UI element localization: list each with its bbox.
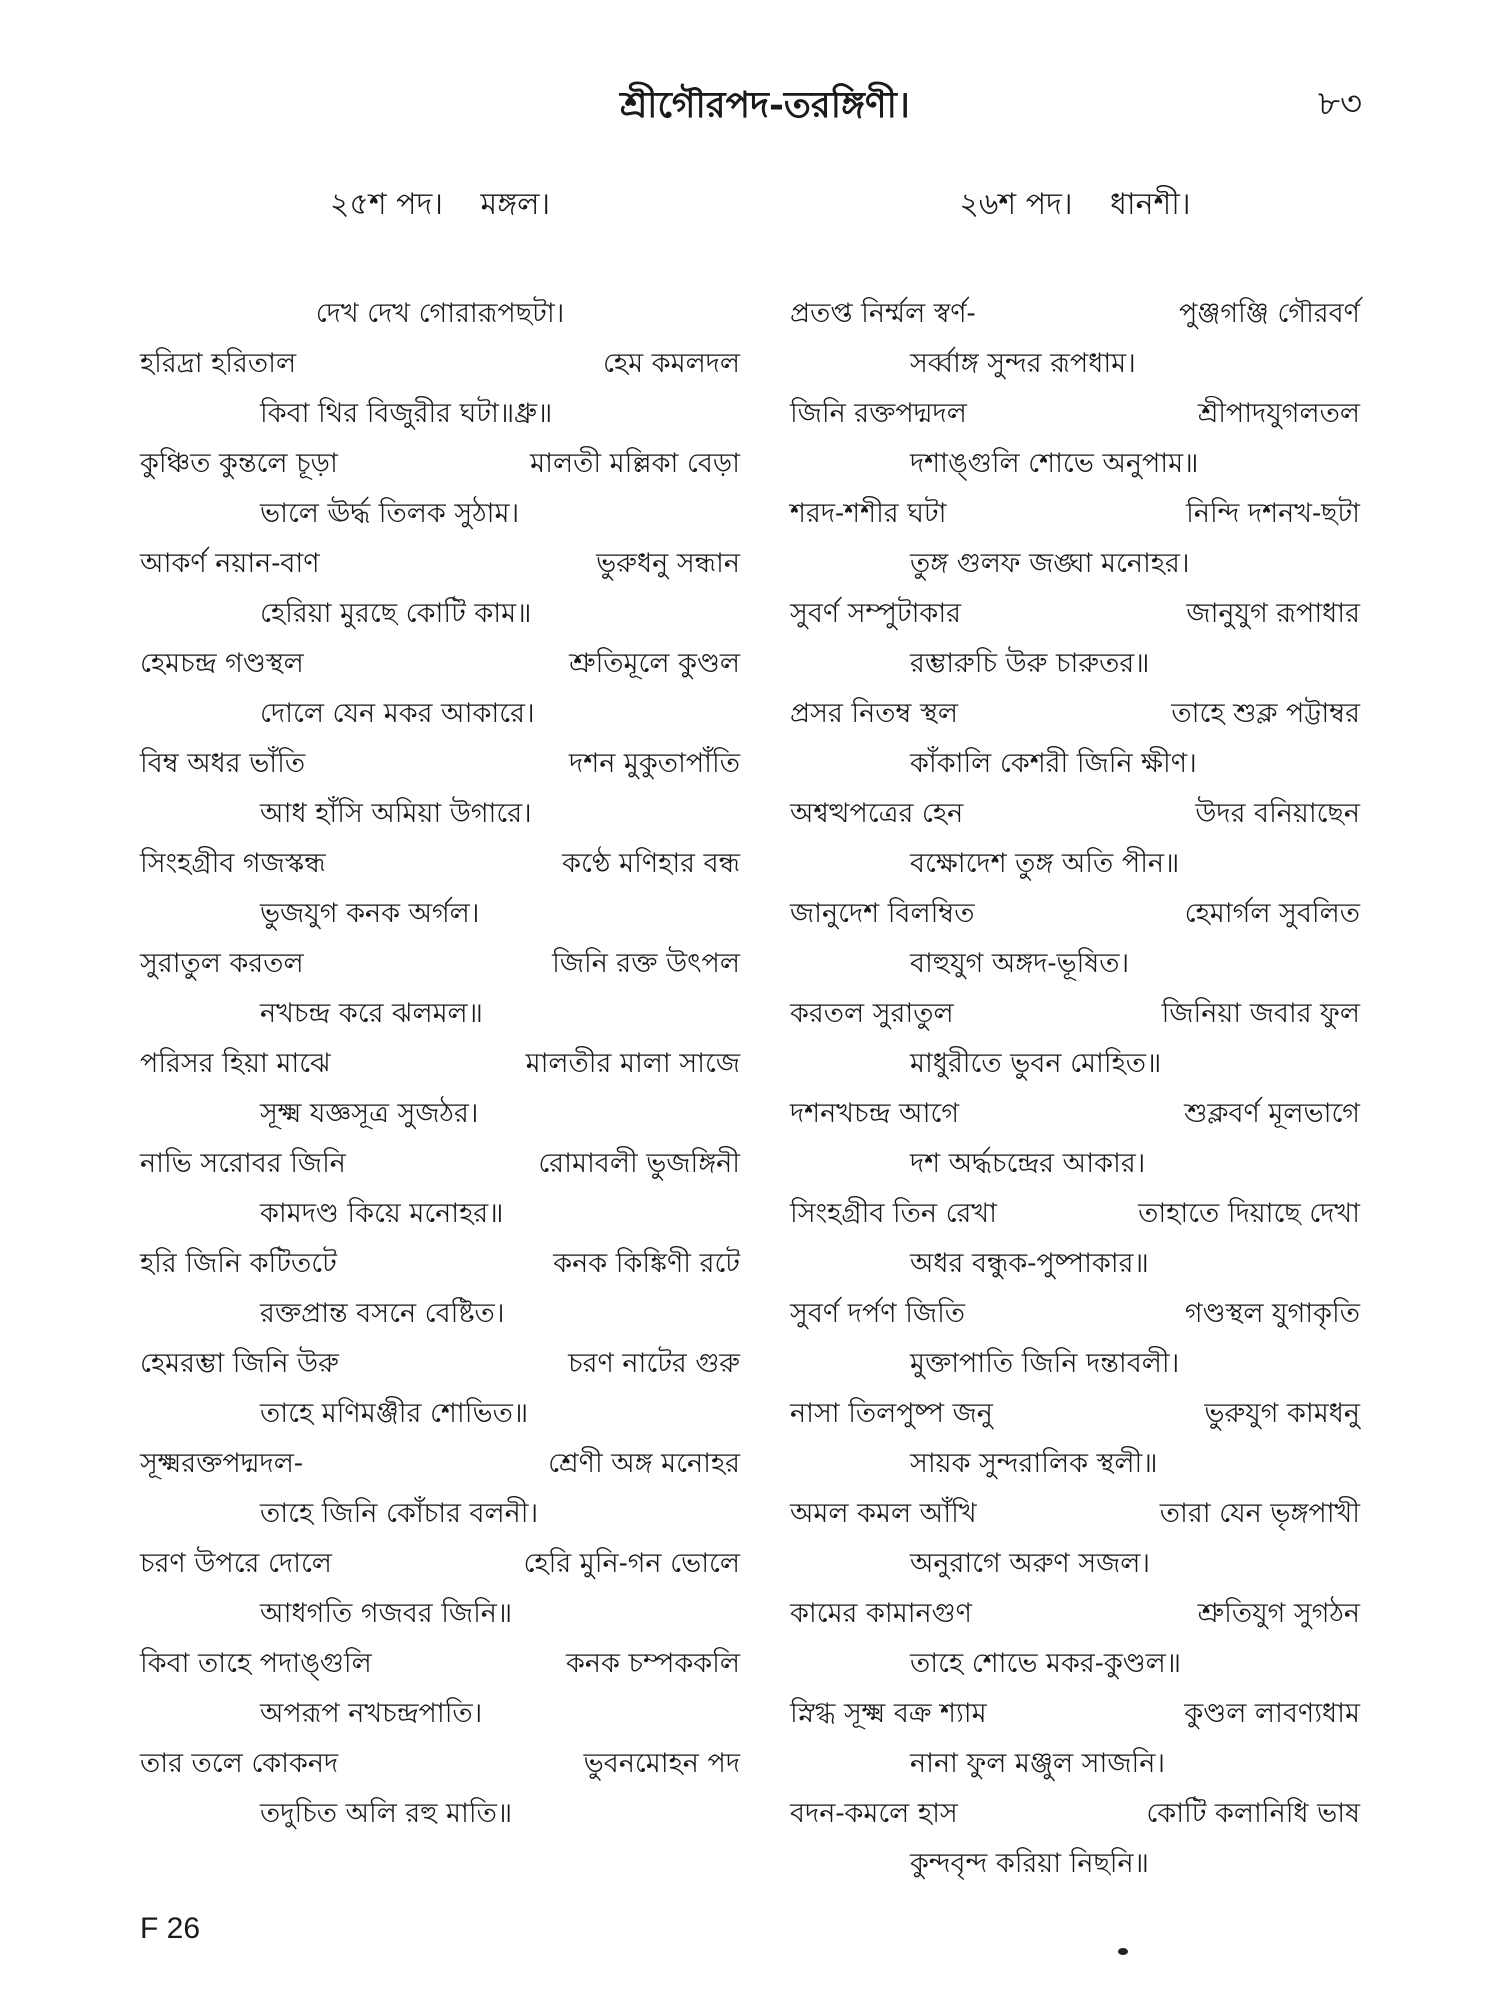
verse-refrain: তাহে জিনি কোঁচার বলনী। [260,1498,539,1529]
verse-half: হেম কমলদল [602,348,740,379]
verse-half: হেমার্গল সুবলিত [1184,898,1360,929]
verse-line [790,1490,1360,1538]
verse-half: অশ্বত্থপত্রের হেন [790,798,964,829]
verse-half: প্রতপ্ত নির্ম্মল স্বর্ণ- [790,298,976,329]
verse-line [140,1640,740,1688]
stanza [140,1740,740,1840]
verse-half: মালতীর মালা সাজে [525,1048,740,1079]
verse-half: করতল সুরাতুল [790,998,954,1029]
verse-line [140,1740,740,1788]
verse-half: সুবর্ণ দর্পণ জিতি [790,1298,966,1329]
verse-half: ভুবনমোহন পদ [583,1748,740,1779]
stanza [140,1440,740,1540]
verse-half: তার তলে কোকনদ [140,1748,339,1779]
running-header [0,78,1500,138]
verse-line [140,1540,740,1588]
verse-refrain: কিবা থির বিজুরীর ঘটা॥ধ্রু॥ [260,398,553,429]
verse-half: কনক কিঙ্কিণী রটে [553,1248,740,1279]
verse-refrain: কুন্দবৃন্দ করিয়া নিছনি॥ [910,1848,1149,1879]
verse-half: হেমরম্ভা জিনি উরু [140,1348,339,1379]
verse-refrain: সর্ব্বাঙ্গ সুন্দর রূপধাম। [910,348,1136,379]
verse-line [140,840,740,888]
verse-half: দশনখচন্দ্র আগে [790,1098,960,1129]
stanza [140,1040,740,1140]
verse-line [140,1040,740,1088]
verse-half: কনক চম্পককলি [566,1648,740,1679]
verse-half: পুঞ্জগঞ্জি গৌরবর্ণ [1178,298,1360,329]
verse-refrain: রক্তপ্রান্ত বসনে বেষ্টিত। [260,1298,505,1329]
verse-refrain: হেরিয়া মুরছে কোটি কাম॥ [260,598,532,629]
stanza [790,1790,1360,1890]
stanza [790,1690,1360,1790]
verse-refrain: মুক্তাপাতি জিনি দন্তাবলী। [910,1348,1180,1379]
verse-half: চরণ উপরে দোলে [140,1548,332,1579]
raga-name: মঙ্গল। [480,187,551,222]
verse-refrain: মাধুরীতে ভুবন মোহিত॥ [910,1048,1162,1079]
verse-line [790,790,1360,838]
stanza [140,340,740,440]
verse-half: ভুরুধনু সন্ধান [596,548,740,579]
verse-line [140,940,740,988]
verse-line [790,1190,1360,1238]
stanza [140,740,740,840]
stanza [790,1390,1360,1490]
stanza [790,990,1360,1090]
left-column [140,180,740,1840]
verse-half: সিংহগ্রীব গজস্কন্ধ [140,848,326,879]
raga-name: ধানশী। [1110,187,1191,222]
verse-half: স্নিগ্ধ সূক্ষ্ম বক্র শ্যাম [790,1698,987,1729]
opening-line [140,290,740,340]
verse-line [790,1290,1360,1338]
verse-half: নাভি সরোবর জিনি [140,1148,346,1179]
stanza [790,1290,1360,1390]
verse-refrain: দশ অর্দ্ধচন্দ্রের আকার। [910,1148,1146,1179]
verse-line [140,440,740,488]
verse-refrain: তাহে মণিমঞ্জীর শোভিত॥ [260,1398,529,1429]
verse-refrain: অনুরাগে অরুণ সজল। [910,1548,1151,1579]
verse-half: তারা যেন ভৃঙ্গপাখী [1159,1498,1360,1529]
verse-half: সুবর্ণ সম্পুটাকার [790,598,962,629]
verse-line [140,740,740,788]
verse-half: হেমচন্দ্র গণ্ডস্থল [140,648,304,679]
signature-mark: F 26 [140,1912,201,1945]
verse-refrain: আধগতি গজবর জিনি॥ [260,1598,513,1629]
verse-half: হরিদ্রা হরিতাল [140,348,297,379]
verse-line: দেখ দেখ গোরারূপছটা। [315,298,565,329]
verse-refrain: নানা ফুল মঞ্জুল সাজনি। [910,1748,1165,1779]
stanza [140,540,740,640]
verse-line [790,1790,1360,1838]
verse-half: কুণ্ডল লাবণ্যধাম [1184,1698,1360,1729]
running-title: শ্রীগৌরপদ-তরঙ্গিণী। [620,84,910,126]
verse-half: অমল কমল আঁখি [790,1498,977,1529]
verse-line [790,1690,1360,1738]
verse-half: চরণ নাটের গুরু [568,1348,740,1379]
stanza [140,1640,740,1740]
stanza [790,1090,1360,1190]
verse-refrain: তদুচিত অলি রহু মাতি॥ [260,1798,513,1829]
verse-line [140,340,740,388]
stanza [140,840,740,940]
verse-refrain: ভালে ঊর্দ্ধ তিলক সুঠাম। [260,498,520,529]
stanza [790,1190,1360,1290]
verse-half: মালতী মল্লিকা বেড়া [530,448,740,479]
verse-line [790,1090,1360,1138]
verse-refrain: বক্ষোদেশ তুঙ্গ অতি পীন॥ [910,848,1180,879]
verse-half: নিন্দি দশনখ-ছটা [1186,498,1360,529]
verse-refrain: বাহুযুগ অঙ্গদ-ভূষিত। [910,948,1130,979]
verse-half: কুঞ্চিত কুন্তলে চূড়া [140,448,338,479]
verse-half: জিনি রক্ত উৎপল [552,948,740,979]
verse-half: জিনিয়া জবার ফুল [1161,998,1360,1029]
verse-half: শ্রীপাদযুগলতল [1197,398,1360,429]
stanza [140,440,740,540]
verse-half: বিম্ব অধর ভাঁতি [140,748,306,779]
verse-refrain: ভুজযুগ কনক অর্গল। [260,898,480,929]
verse-half: তাহাতে দিয়াছে দেখা [1138,1198,1360,1229]
verse-line [140,1340,740,1388]
verse-line [140,1240,740,1288]
verse-refrain: কাঁকালি কেশরী জিনি ক্ষীণ। [910,748,1197,779]
stanza [790,790,1360,890]
verse-refrain: সূক্ষ্ম যজ্ঞসূত্র সুজঠর। [260,1098,479,1129]
verse-half: শ্রেণী অঙ্গ মনোহর [548,1448,740,1479]
verse-refrain: আধ হাঁসি অমিয়া উগারে। [260,798,532,829]
verse-half: তাহে শুক্ল পট্টাম্বর [1171,698,1360,729]
verse-refrain: দশাঙ্গুলি শোভে অনুপাম॥ [910,448,1199,479]
stanza [140,1140,740,1240]
verse-refrain: দোলে যেন মকর আকারে। [260,698,535,729]
verse-line [790,390,1360,438]
verse-line [790,1390,1360,1438]
verse-line [790,990,1360,1038]
verse-refrain: কামদণ্ড কিয়ে মনোহর॥ [260,1198,504,1229]
verse-half: উদর বনিয়াছেন [1195,798,1360,829]
stanza [790,390,1360,490]
verse-refrain: অপরূপ নখচন্দ্রপাতি। [260,1698,483,1729]
stanza [790,290,1360,390]
pada-number: ২৬শ পদ। [959,187,1073,222]
stanza [790,1590,1360,1690]
verse-half: শুক্লবর্ণ মূলভাগে [1184,1098,1360,1129]
verse-line [790,1590,1360,1638]
verse-half: হরি জিনি কটিতটে [140,1248,337,1279]
pada-heading [140,180,740,240]
verse-refrain: অধর বন্ধুক-পুষ্পাকার॥ [910,1248,1149,1279]
verse-half: কোটি কলানিধি ভাষ [1146,1798,1360,1829]
verse-half: সূক্ষ্মরক্তপদ্মদল- [140,1448,303,1479]
verse-half: গণ্ডস্থল যুগাকৃতি [1184,1298,1360,1329]
ink-dot [1118,1948,1128,1955]
stanza [140,640,740,740]
verse-line [140,1140,740,1188]
verse-half: হেরি মুনি-গন ভোলে [523,1548,740,1579]
verse-refrain: তাহে শোভে মকর-কুণ্ডল॥ [910,1648,1182,1679]
verse-line [140,640,740,688]
verse-line [790,290,1360,338]
verse-half: ভুরুযুগ কামধনু [1204,1398,1360,1429]
verse-line [790,590,1360,638]
stanza [790,690,1360,790]
verse-half: জিনি রক্তপদ্মদল [790,398,967,429]
verse-refrain: তুঙ্গ গুলফ জঙ্ঘা মনোহর। [910,548,1190,579]
verse-half: সুরাতুল করতল [140,948,304,979]
verse-half: কিবা তাহে পদাঙ্গুলি [140,1648,372,1679]
page-number: ৮৩ [1318,84,1363,124]
verse-half: কণ্ঠে মণিহার বন্ধ [562,848,740,879]
stanza [790,490,1360,590]
stanza [140,1340,740,1440]
verse-half: কামের কামানগুণ [790,1598,972,1629]
verse-half: আকর্ণ নয়ান-বাণ [140,548,320,579]
verse-half: শ্রুতিযুগ সুগঠন [1197,1598,1360,1629]
verse-refrain: নখচন্দ্র করে ঝলমল॥ [260,998,483,1029]
verse-line [790,890,1360,938]
verse-half: শ্রুতিমূলে কুণ্ডল [569,648,740,679]
stanza [790,1490,1360,1590]
stanza [140,1540,740,1640]
verse-refrain: সায়ক সুন্দরালিক স্থলী॥ [910,1448,1158,1479]
verse-half: জানুযুগ রূপাধার [1186,598,1360,629]
stanza [140,940,740,1040]
stanza [790,890,1360,990]
stanza [790,590,1360,690]
pada-number: ২৫শ পদ। [329,187,443,222]
verse-line [140,540,740,588]
pada-heading [790,180,1360,240]
verse-half: শরদ-শশীর ঘটা [790,498,947,529]
verse-half: প্রসর নিতম্ব স্থল [790,698,958,729]
stanza [140,1240,740,1340]
verse-line [140,1440,740,1488]
verse-line [790,690,1360,738]
verse-half: দশন মুকুতাপাঁতি [569,748,740,779]
verse-half: রোমাবলী ভুজঙ্গিনী [538,1148,740,1179]
right-column [790,180,1360,1890]
verse-refrain: রম্ভারুচি উরু চারুতর॥ [910,648,1150,679]
verse-half: জানুদেশ বিলম্বিত [790,898,975,929]
verse-half: বদন-কমলে হাস [790,1798,958,1829]
verse-half: সিংহগ্রীব তিন রেখা [790,1198,997,1229]
verse-half: নাসা তিলপুষ্প জনু [790,1398,993,1429]
verse-half: পরিসর হিয়া মাঝে [140,1048,331,1079]
verse-line [790,490,1360,538]
